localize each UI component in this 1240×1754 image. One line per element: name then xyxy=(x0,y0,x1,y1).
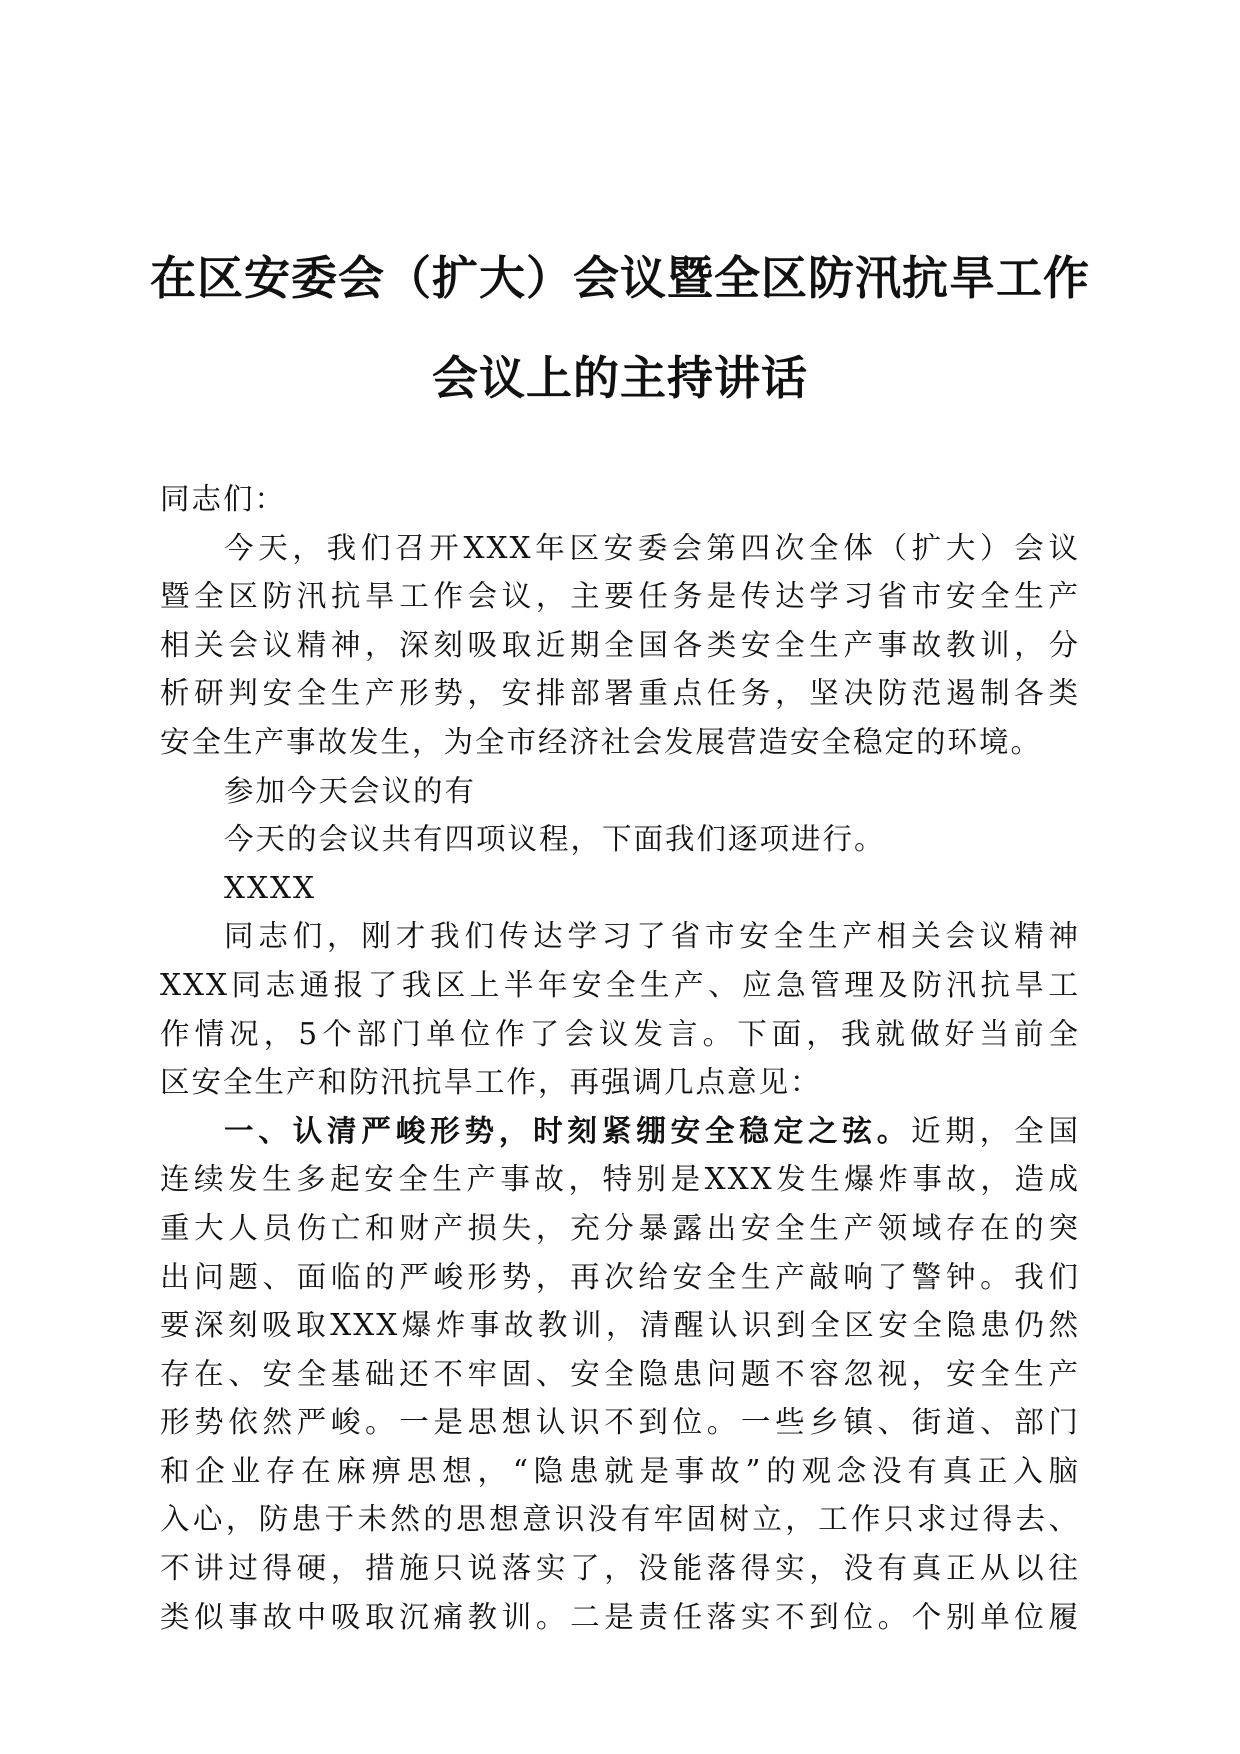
paragraph-line: XXX同志通报了我区上半年安全生产、应急管理及防汛抗旱工 xyxy=(160,967,1080,1002)
paragraph-line: 作情况，5个部门单位作了会议发言。下面，我就做好当前全 xyxy=(160,1016,1080,1051)
paragraph-line: 参加今天会议的有 xyxy=(224,773,477,808)
paragraph-line: 重大人员伤亡和财产损失，充分暴露出安全生产领域存在的突 xyxy=(160,1210,1080,1245)
salutation: 同志们： xyxy=(160,482,287,516)
document-title-line-2: 会议上的主持讲话 xyxy=(432,351,808,405)
paragraph-line: 区安全生产和防汛抗旱工作，再强调几点意见： xyxy=(160,1065,822,1100)
paragraph-line: 安全生产事故发生，为全市经济社会发展营造安全稳定的环境。 xyxy=(160,724,1043,759)
paragraph-line: 形势依然严峻。一是思想认识不到位。一些乡镇、街道、部门 xyxy=(160,1405,1080,1440)
paragraph-line: 不讲过得硬，措施只说落实了，没能落得实，没有真正从以往 xyxy=(160,1551,1080,1586)
section-heading-line xyxy=(160,1107,1080,1156)
section-heading-tail: 近期，全国 xyxy=(911,1113,1080,1148)
paragraph-line: 今天，我们召开XXX年区安委会第四次全体（扩大）会议 xyxy=(224,530,1080,565)
paragraph-line: 连续发生多起安全生产事故，特别是XXX发生爆炸事故，造成 xyxy=(160,1162,1080,1197)
paragraph-line: 出问题、面临的严峻形势，再次给安全生产敲响了警钟。我们 xyxy=(160,1259,1080,1294)
paragraph-line: 存在、安全基础还不牢固、安全隐患问题不容忽视，安全生产 xyxy=(160,1356,1080,1391)
document-title-line-1: 在区安委会（扩大）会议暨全区防汛抗旱工作 xyxy=(150,251,1090,305)
paragraph-line: 和企业存在麻痹思想，“隐患就是事故”的观念没有真正入脑 xyxy=(160,1453,1080,1488)
paragraph-line: 类似事故中吸取沉痛教训。二是责任落实不到位。个别单位履 xyxy=(160,1599,1080,1634)
paragraph-line: 入心，防患于未然的思想意识没有牢固树立，工作只求过得去、 xyxy=(160,1502,1080,1537)
document-body xyxy=(160,475,1080,1641)
paragraph-line: 同志们，刚才我们传达学习了省市安全生产相关会议精神 xyxy=(224,919,1080,954)
section-heading: 一、认清严峻形势，时刻紧绷安全稳定之弦。 xyxy=(224,1113,912,1148)
paragraph-line: 相关会议精神，深刻吸取近期全国各类安全生产事故教训，分 xyxy=(160,627,1080,662)
paragraph-line: 暨全区防汛抗旱工作会议，主要任务是传达学习省市安全生产 xyxy=(160,579,1080,614)
paragraph-line: XXXX xyxy=(224,870,317,905)
paragraph-line: 要深刻吸取XXX爆炸事故教训，清醒认识到全区安全隐患仍然 xyxy=(160,1308,1080,1343)
paragraph-line: 析研判安全生产形势，安排部署重点任务，坚决防范遏制各类 xyxy=(160,676,1080,711)
paragraph-line: 今天的会议共有四项议程，下面我们逐项进行。 xyxy=(224,822,886,857)
